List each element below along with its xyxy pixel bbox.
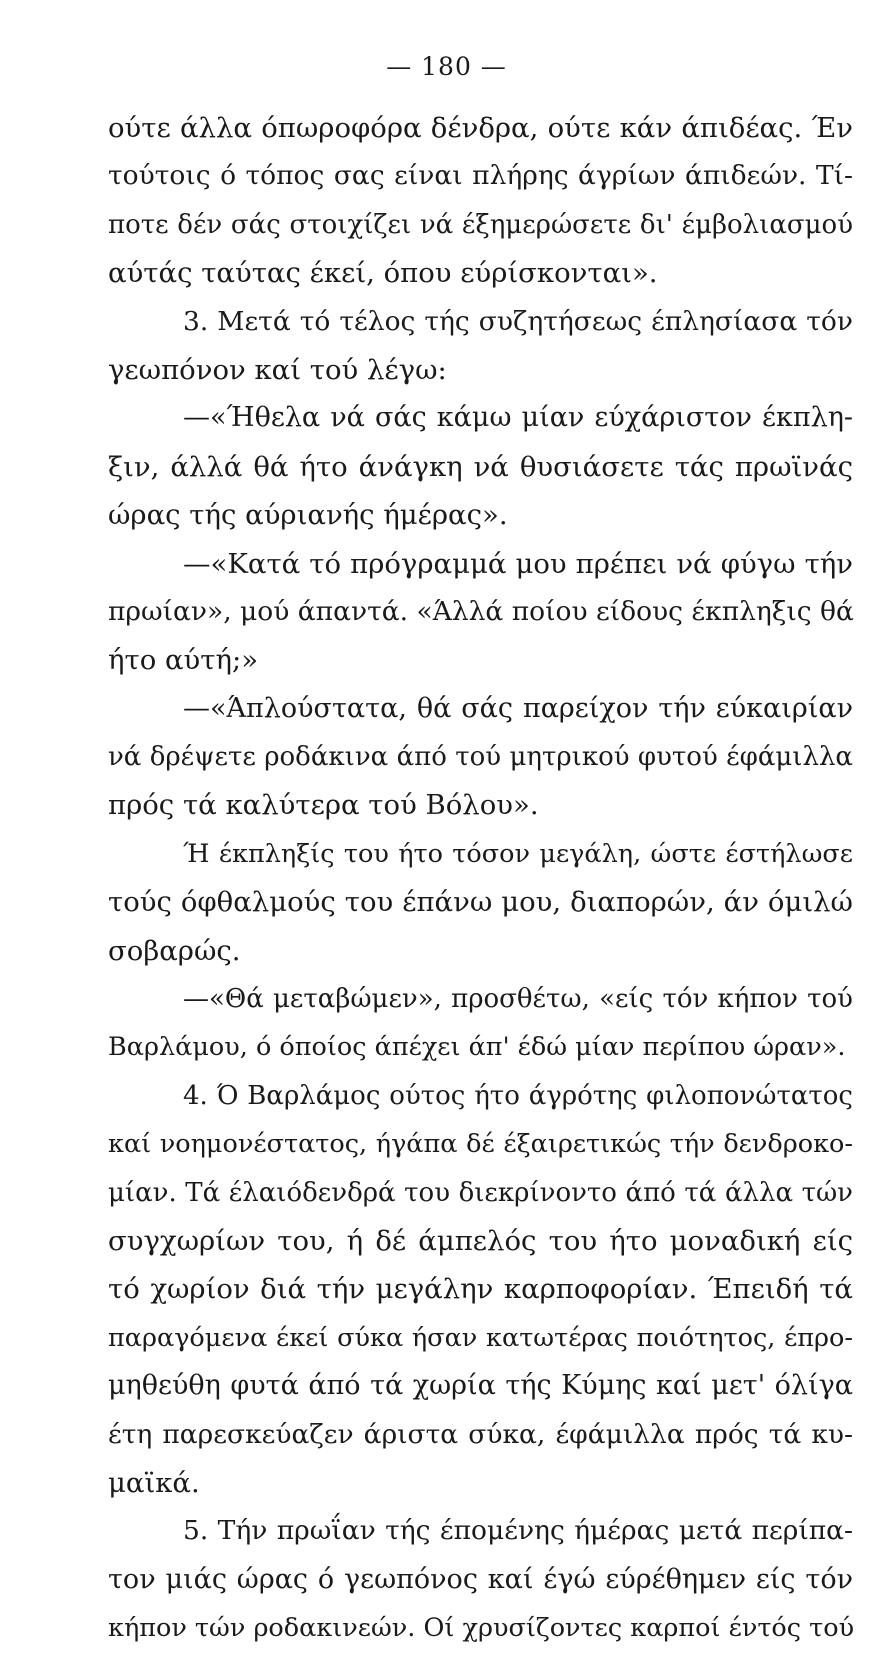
text-line: τούς όφθαλμούς του έπάνω μου, διαπορών, άν όμιλώ	[108, 886, 853, 919]
text-line: συγχωρίων του, ή δέ άμπελός του ήτο μοναδική είς	[108, 1224, 853, 1257]
text-line: έτη παρεσκεύαζεν άριστα σύκα, έφάμιλλα πρός τά κυ-	[108, 1418, 853, 1450]
text-line: τούτοις ό τόπος σας είναι πλήρης άγρίων άπιδεών. Τί-	[108, 160, 853, 192]
text-line: ξιν, άλλά θά ήτο άνάγκη νά θυσιάσετε τάς πρωϊνάς	[108, 450, 853, 483]
text-line: πρός τά καλύτερα τού Βόλου».	[108, 789, 539, 822]
text-line: μηθεύθη φυτά άπό τά χωρία τής Κύμης καί μετ' όλίγα	[108, 1370, 853, 1402]
text-line: Βαρλάμου, ό όποίος άπέχει άπ' έδώ μίαν περίπου ώραν».	[108, 1032, 846, 1063]
text-line: ήτο αύτή;»	[108, 644, 259, 677]
text-line: παραγόμενα έκεί σύκα ήσαν κατωτέρας ποιότητος, έπρο-	[108, 1322, 853, 1353]
text-line: 4. Ό Βαρλάμος ούτος ήτο άγρότης φιλοπονώτατος	[183, 1080, 853, 1111]
body-text	[108, 104, 853, 1653]
text-line: —«Ήθελα νά σάς κάμω μίαν εύχάριστον έκπλη-	[183, 402, 853, 434]
page-number: — 180 —	[386, 52, 507, 81]
text-line: —«Κατά τό πρόγραμμά μου πρέπει νά φύγω τήν	[183, 547, 853, 580]
text-line: γεωπόνον καί τού λέγω:	[108, 353, 447, 386]
text-line: ποτε δέν σάς στοιχίζει νά έξημερώσετε δι' έμβολιασμού	[108, 209, 853, 240]
text-line: πρωίαν», μού άπαντά. «Άλλά ποίου είδους έκπληξις θά	[108, 595, 854, 627]
text-line: καί νοημονέστατος, ήγάπα δέ έξαιρετικώς τήν δενδροκο-	[108, 1129, 853, 1160]
text-line: Ή έκπληξίς του ήτο τόσον μεγάλη, ώστε έστήλωσε	[183, 838, 853, 869]
text-line: τό χωρίον διά τήν μεγάλην καρποφορίαν. Έπειδή τά	[108, 1273, 853, 1306]
text-line: 5. Τήν πρωΐαν τής έπομένης ήμέρας μετά περίπα-	[183, 1515, 853, 1547]
text-line: σοβαρώς.	[108, 934, 241, 967]
text-line: κήπον τών ροδακινεών. Οί χρυσίζοντες καρποί έντός τού	[108, 1613, 855, 1644]
text-line: μίαν. Τά έλαιόδενδρά του διεκρίνοντο άπό τά άλλα τών	[108, 1177, 853, 1208]
text-line: νά δρέψετε ροδάκινα άπό τού μητρικού φυτού έφάμιλλα	[108, 742, 853, 773]
text-line: αύτάς ταύτας έκεί, όπου εύρίσκονται».	[108, 257, 658, 290]
text-line: τον μιάς ώρας ό γεωπόνος καί έγώ εύρέθημεν είς τόν	[108, 1563, 853, 1595]
text-line: —«Θά μεταβώμεν», προσθέτω, «είς τόν κήπον τού	[183, 984, 853, 1015]
text-line: ούτε άλλα όπωροφόρα δένδρα, ούτε κάν άπιδέας. Έν	[108, 112, 853, 144]
text-line: μαϊκά.	[108, 1466, 200, 1499]
text-line: ώρας τής αύριανής ήμέρας».	[108, 499, 508, 532]
text-line: 3. Μετά τό τέλος τής συζητήσεως έπλησίασα τόν	[183, 305, 853, 337]
text-line: —«Άπλούστατα, θά σάς παρείχον τήν εύκαιρίαν	[183, 692, 853, 724]
